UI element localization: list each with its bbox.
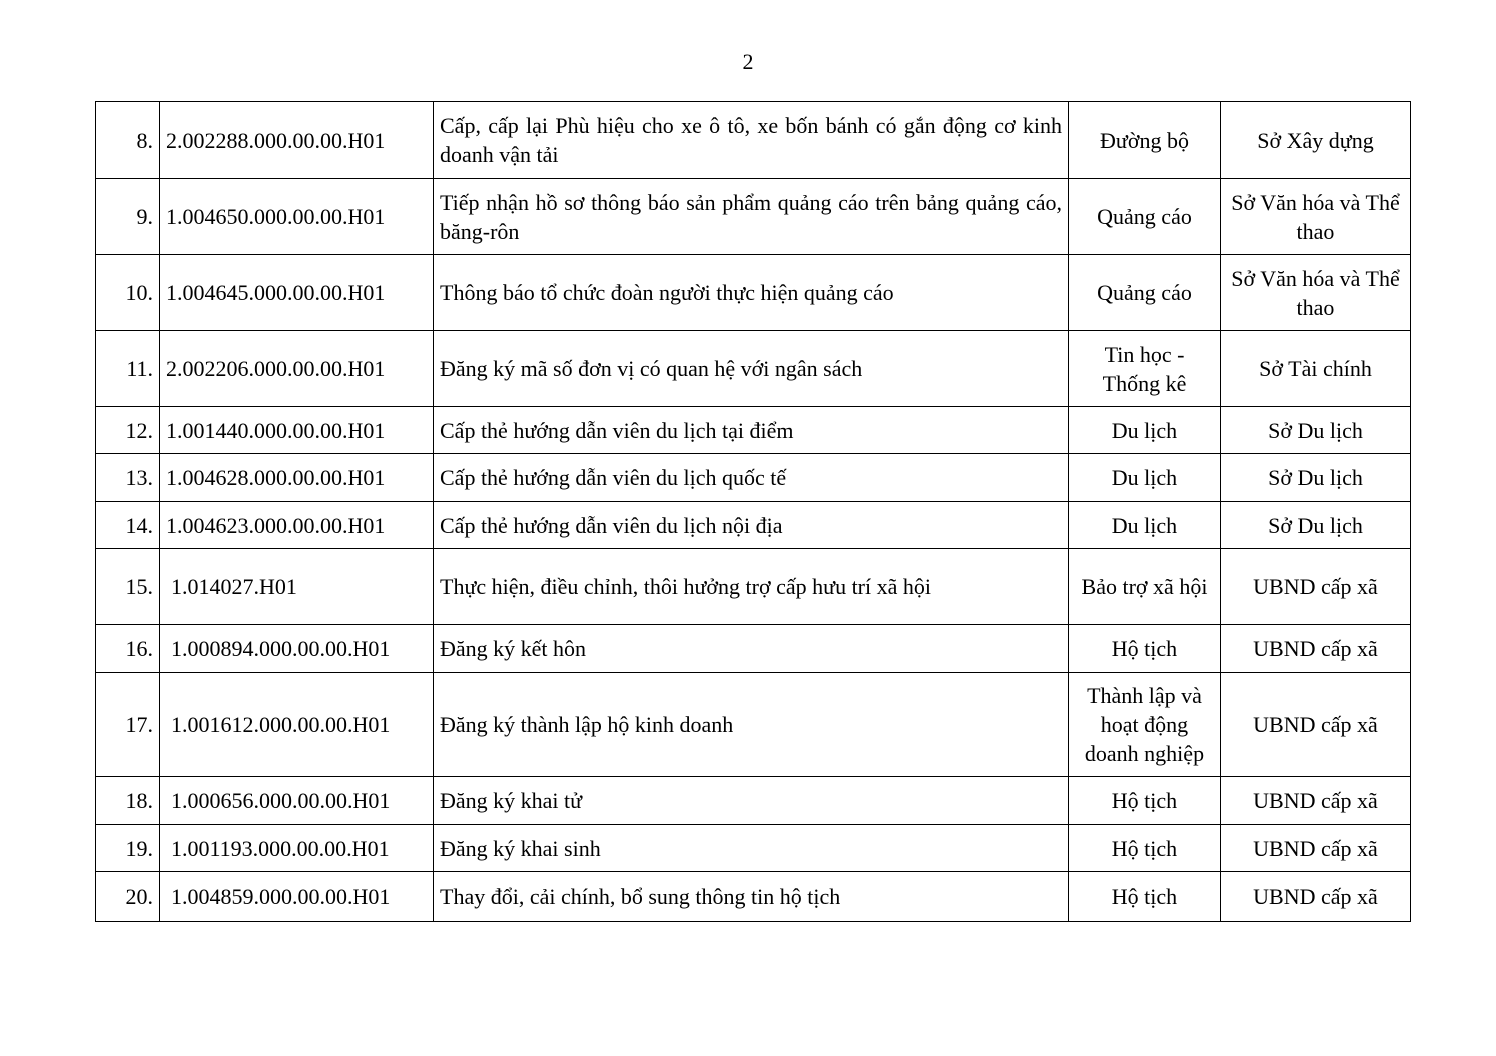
row-number: 13. xyxy=(96,454,160,502)
procedure-field: Thành lập và hoạt động doanh nghiệp xyxy=(1069,673,1221,777)
procedure-field: Du lịch xyxy=(1069,407,1221,454)
procedure-field: Hộ tịch xyxy=(1069,872,1221,922)
procedure-field: Hộ tịch xyxy=(1069,825,1221,872)
procedure-name: Thông báo tổ chức đoàn người thực hiện quảng cáo xyxy=(434,255,1069,331)
responsible-agency: Sở Du lịch xyxy=(1221,407,1411,454)
row-number: 15. xyxy=(96,549,160,625)
table-row xyxy=(96,179,1411,255)
row-number: 10. xyxy=(96,255,160,331)
procedure-code: 1.004645.000.00.00.H01 xyxy=(160,255,434,331)
procedure-field: Du lịch xyxy=(1069,502,1221,549)
procedure-field: Quảng cáo xyxy=(1069,255,1221,331)
procedure-field: Quảng cáo xyxy=(1069,179,1221,255)
page-number: 2 xyxy=(742,49,754,74)
procedure-code: 2.002206.000.00.00.H01 xyxy=(160,331,434,407)
procedure-field: Hộ tịch xyxy=(1069,625,1221,673)
responsible-agency: UBND cấp xã xyxy=(1221,549,1411,625)
procedure-name: Cấp, cấp lại Phù hiệu cho xe ô tô, xe bốn bánh có gắn động cơ kinh doanh vận tải xyxy=(434,102,1069,179)
responsible-agency: UBND cấp xã xyxy=(1221,825,1411,872)
row-number: 14. xyxy=(96,502,160,549)
procedure-name: Đăng ký khai tử xyxy=(434,777,1069,825)
procedure-field: Bảo trợ xã hội xyxy=(1069,549,1221,625)
table-row xyxy=(96,102,1411,179)
table-row xyxy=(96,331,1411,407)
table-row xyxy=(96,825,1411,872)
procedures-table xyxy=(95,101,1411,922)
responsible-agency: Sở Du lịch xyxy=(1221,454,1411,502)
responsible-agency: Sở Du lịch xyxy=(1221,502,1411,549)
row-number: 18. xyxy=(96,777,160,825)
row-number: 12. xyxy=(96,407,160,454)
procedure-field: Tin học - Thống kê xyxy=(1069,331,1221,407)
responsible-agency: UBND cấp xã xyxy=(1221,872,1411,922)
table-row xyxy=(96,777,1411,825)
row-number: 17. xyxy=(96,673,160,777)
responsible-agency: Sở Văn hóa và Thể thao xyxy=(1221,179,1411,255)
procedure-code: 1.004650.000.00.00.H01 xyxy=(160,179,434,255)
row-number: 20. xyxy=(96,872,160,922)
responsible-agency: Sở Văn hóa và Thể thao xyxy=(1221,255,1411,331)
table-row xyxy=(96,407,1411,454)
row-number: 9. xyxy=(96,179,160,255)
row-number: 11. xyxy=(96,331,160,407)
procedure-code: 1.004859.000.00.00.H01 xyxy=(160,872,434,922)
procedure-code: 1.001193.000.00.00.H01 xyxy=(160,825,434,872)
table-row xyxy=(96,454,1411,502)
procedure-name: Đăng ký kết hôn xyxy=(434,625,1069,673)
responsible-agency: UBND cấp xã xyxy=(1221,625,1411,673)
procedure-field: Hộ tịch xyxy=(1069,777,1221,825)
procedure-field: Du lịch xyxy=(1069,454,1221,502)
procedure-code: 1.000894.000.00.00.H01 xyxy=(160,625,434,673)
procedure-field: Đường bộ xyxy=(1069,102,1221,179)
table-row xyxy=(96,673,1411,777)
procedure-name: Thay đổi, cải chính, bổ sung thông tin hộ tịch xyxy=(434,872,1069,922)
procedure-code: 1.001612.000.00.00.H01 xyxy=(160,673,434,777)
procedure-name: Thực hiện, điều chỉnh, thôi hưởng trợ cấp hưu trí xã hội xyxy=(434,549,1069,625)
table-row xyxy=(96,625,1411,673)
row-number: 16. xyxy=(96,625,160,673)
procedure-name: Đăng ký thành lập hộ kinh doanh xyxy=(434,673,1069,777)
procedure-name: Cấp thẻ hướng dẫn viên du lịch quốc tế xyxy=(434,454,1069,502)
procedure-code: 1.014027.H01 xyxy=(160,549,434,625)
procedure-name: Cấp thẻ hướng dẫn viên du lịch nội địa xyxy=(434,502,1069,549)
responsible-agency: Sở Xây dựng xyxy=(1221,102,1411,179)
row-number: 8. xyxy=(96,102,160,179)
procedure-code: 1.001440.000.00.00.H01 xyxy=(160,407,434,454)
procedure-code: 1.000656.000.00.00.H01 xyxy=(160,777,434,825)
procedure-code: 2.002288.000.00.00.H01 xyxy=(160,102,434,179)
responsible-agency: Sở Tài chính xyxy=(1221,331,1411,407)
procedure-name: Cấp thẻ hướng dẫn viên du lịch tại điểm xyxy=(434,407,1069,454)
responsible-agency: UBND cấp xã xyxy=(1221,777,1411,825)
procedure-name: Đăng ký mã số đơn vị có quan hệ với ngân sách xyxy=(434,331,1069,407)
table-row xyxy=(96,502,1411,549)
procedure-code: 1.004628.000.00.00.H01 xyxy=(160,454,434,502)
row-number: 19. xyxy=(96,825,160,872)
procedure-name: Đăng ký khai sinh xyxy=(434,825,1069,872)
table-row xyxy=(96,872,1411,922)
table-row xyxy=(96,255,1411,331)
table-row xyxy=(96,549,1411,625)
procedure-code: 1.004623.000.00.00.H01 xyxy=(160,502,434,549)
responsible-agency: UBND cấp xã xyxy=(1221,673,1411,777)
procedure-name: Tiếp nhận hồ sơ thông báo sản phẩm quảng cáo trên bảng quảng cáo, băng-rôn xyxy=(434,179,1069,255)
